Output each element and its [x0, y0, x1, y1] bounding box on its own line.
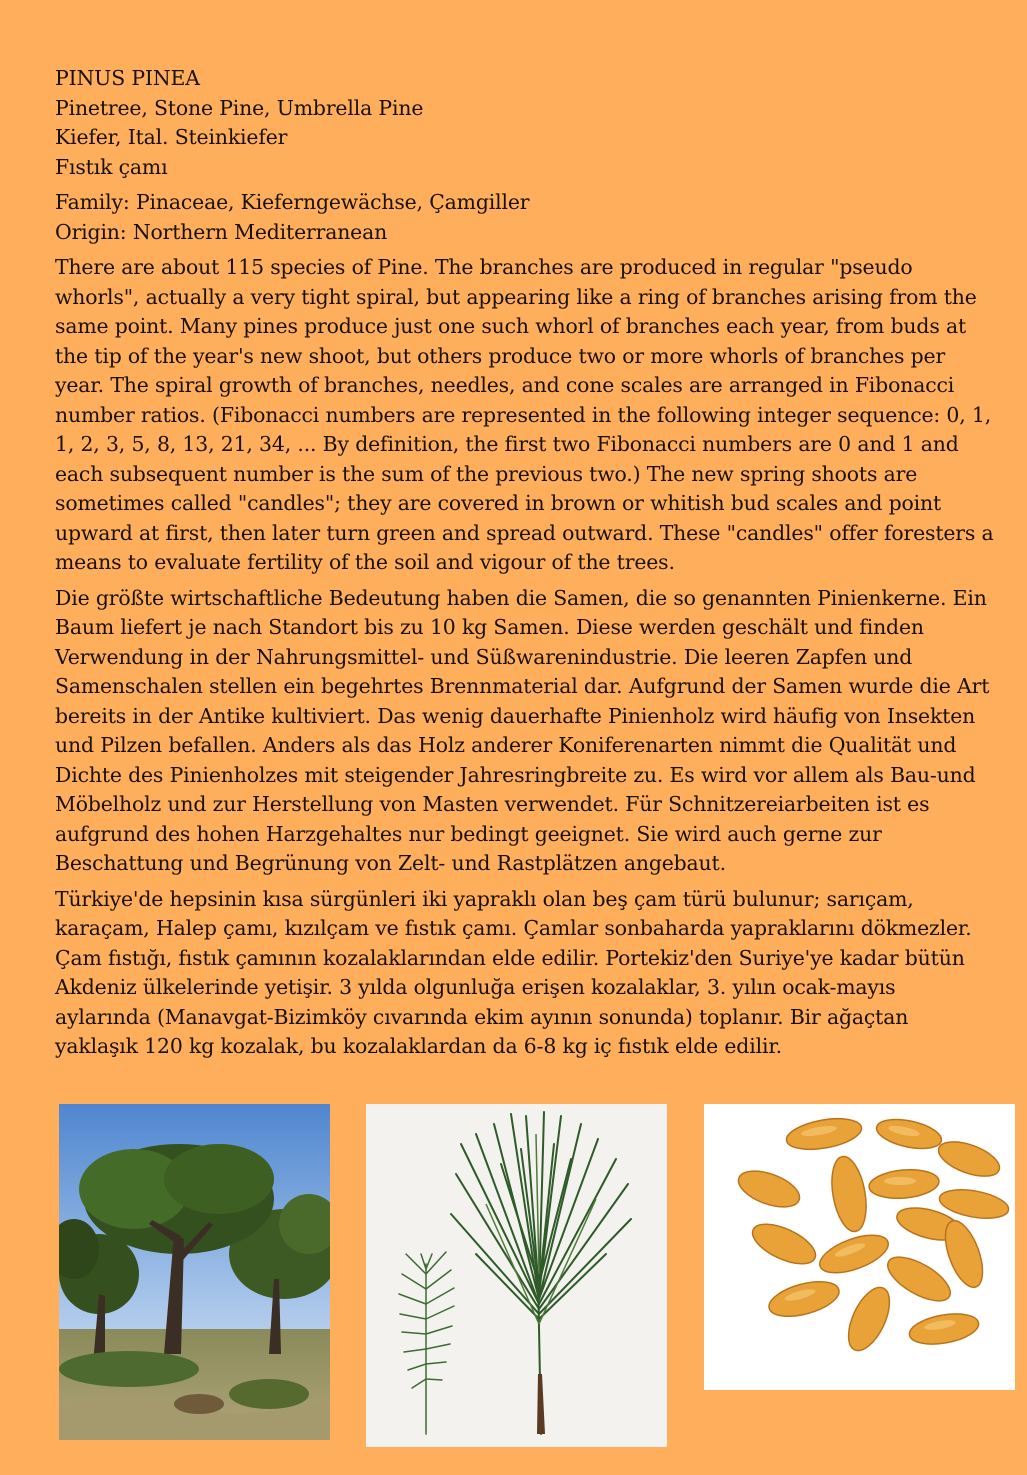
page-title: PINUS PINEA	[55, 66, 200, 90]
family-line: Family: Pinaceae, Kieferngewächse, Çamgiller	[55, 190, 530, 214]
common-names-english: Pinetree, Stone Pine, Umbrella Pine	[55, 95, 424, 120]
stone-pine-tree-photo	[59, 1104, 330, 1440]
origin-line: Origin: Northern Mediterranean	[55, 219, 388, 244]
pine-needle-branch-photo	[366, 1104, 667, 1447]
pine-nuts-photo	[704, 1104, 1015, 1390]
paragraph-german: Die größte wirtschaftliche Bedeutung haben die Samen, die so genannten Pinienkerne. Ein Baum liefert je nach Standort bis zu 10 kg Samen. Diese werden geschält und finden Verwendung in der Nahrungsmittel- und Süßwarenindustrie. Die leeren Zapfen und Samenschalen stellen ein begehrtes Brennmaterial dar. Aufgrund der Samen wurde die Art bereits in der Antike kultiviert. Das wenig dauerhafte Pinienholz wird häufig von Insekten und Pilzen befallen. Anders als das Holz anderer Koniferenarten nimmt die Qualität und Dichte des Pinienholzes mit steigender Jahresringbreite zu. Es wird vor allem als Bau-und Möbelholz und zur Herstellung von Masten verwendet. Für Schnitzereiarbeiten ist es aufgrund des hohen Harzgehaltes nur bedingt geeignet. Sie wird auch gerne zur Beschattung und Begrünung von Zelt- und Rastplätzen angebaut.	[55, 585, 990, 875]
document-body	[55, 64, 995, 1068]
paragraph-english: There are about 115 species of Pine. The branches are produced in regular "pseudo whorls", actually a very tight spiral, but appearing like a ring of branches arising from the same point. Many pines produce just one such whorl of branches each year, from buds at the tip of the year's new shoot, but others produce two or more whorls of branches per year. The spiral growth of branches, needles, and cone scales are arranged in Fibonacci number ratios. (Fibonacci numbers are represented in the following integer sequence: 0, 1, 1, 2, 3, 5, 8, 13, 21, 34, ... By definition, the first two Fibonacci numbers are 0 and 1 and each subsequent number is the sum of the previous two.) The new spring shoots are sometimes called "candles"; they are covered in brown or whitish bud scales and point upward at first, then later turn green and spread outward. These "candles" offer foresters a means to evaluate fertility of the soil and vigour of the trees.	[55, 255, 994, 574]
common-names-turkish: Fıstık çamı	[55, 154, 168, 179]
paragraph-turkish: Türkiye'de hepsinin kısa sürgünleri iki yapraklı olan beş çam türü bulunur; sarıçam, karaçam, Halep çamı, kızılçam ve fıstık çamı. Çamlar sonbaharda yapraklarını dökmezler. Çam fıstığı, fıstık çamının kozalaklarından elde edilir. Portekiz'den Suriye'ye kadar bütün Akdeniz ülkelerinde yetişir. 3 yılda olgunluğa erişen kozalaklar, 3. yılın ocak-mayıs aylarında (Manavgat-Bizimköy cıvarında ekim ayının sonunda) toplanır. Bir ağaçtan yaklaşık 120 kg kozalak, bu kozalaklardan da 6-8 kg iç fıstık elde edilir.	[55, 886, 972, 1058]
name-block	[55, 64, 995, 182]
taxonomy-block	[55, 188, 995, 247]
common-names-german: Kiefer, Ital. Steinkiefer	[55, 125, 288, 149]
